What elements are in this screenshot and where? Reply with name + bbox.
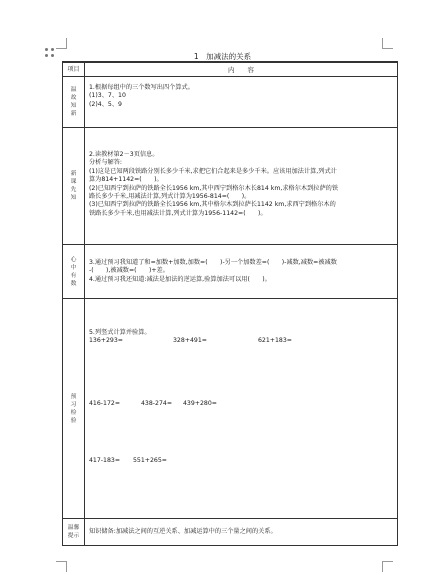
section-zhigu <box>63 77 398 128</box>
exercise-row-1 <box>89 337 393 345</box>
exercise-row-3 <box>89 457 393 465</box>
crop-mark-top-right <box>382 38 393 49</box>
section-tishi-label: 温馨 提示 <box>63 519 85 546</box>
exercise-row-2 <box>89 400 393 408</box>
exercise-item: 417-183= <box>89 457 121 465</box>
section-xinzhong <box>63 245 398 299</box>
section-yuxi-label: 预 习 检 验 <box>63 299 85 519</box>
crop-mark-bottom-right <box>382 561 393 572</box>
exercise-item: 416-172= <box>89 399 121 407</box>
crop-mark-bottom-left <box>56 561 67 572</box>
header-content-label: 内 容 <box>85 63 398 77</box>
header-row <box>63 63 398 77</box>
section-xinke-content[interactable]: 2.读教材第2－3页信息。 分析与解答: (1)这是已知两段铁路分别长多少千米,求把它们合起来是多少千米。应该用加法计算,列式计 算为814+1142=( )。 (2)已知西宁到拉萨的铁路全长1956 km,其中西宁到格尔木长814 km,求格尔木到拉萨的铁 路长多少千米,用减法计算,列式计算为1956-814=( )。 (3)已知西宁到拉萨的铁路全长1956 km,其中格尔木到拉萨长1142 km,求西宁到格尔木的 铁路长多少千米,也用减法计算,列式计算为1956-1142=( )。 <box>85 128 398 245</box>
exercise-item: 621+183= <box>258 337 292 345</box>
exercise-item: 136+293= <box>89 337 123 345</box>
section-zhigu-content[interactable]: 1.根据每组中的三个数写出四个算式。 (1)3、7、10 (2)4、5、9 <box>85 77 398 128</box>
section-tishi <box>63 519 398 546</box>
section-yuxi-content[interactable] <box>85 299 398 519</box>
section-tishi-content[interactable]: 知识储备:加减法之间的互逆关系、加减运算中的三个量之间的关系。 <box>85 519 398 546</box>
section-xinke-label: 新 课 先 知 <box>63 128 85 245</box>
section-xinzhong-content[interactable]: 3.通过预习我知道了和=加数+加数,加数=( )-另一个加数差=( )-减数,减数=被减数 -( ),被减数=( )+差。 4.通过预习我还知道:减法是加法的逆运算,验算加法可以用( )。 <box>85 245 398 299</box>
section-zhigu-label: 温 故 知 新 <box>63 77 85 128</box>
worksheet-table <box>62 62 398 546</box>
crop-mark-top-left <box>56 38 67 49</box>
exercise-item: 551+265= <box>133 457 167 465</box>
header-item-label: 项目 <box>63 63 85 77</box>
exercise-instruction: 5.列竖式计算并验算。 <box>89 329 151 336</box>
exercise-item: 438-274= <box>141 399 173 407</box>
exercise-item: 439+280= <box>183 399 217 407</box>
section-yuxi <box>63 299 398 519</box>
section-xinzhong-label: 心 中 有 数 <box>63 245 85 299</box>
section-xinke <box>63 128 398 245</box>
exercise-item: 328+491= <box>173 337 207 345</box>
page-title: 1 加减法的关系 <box>193 52 252 61</box>
